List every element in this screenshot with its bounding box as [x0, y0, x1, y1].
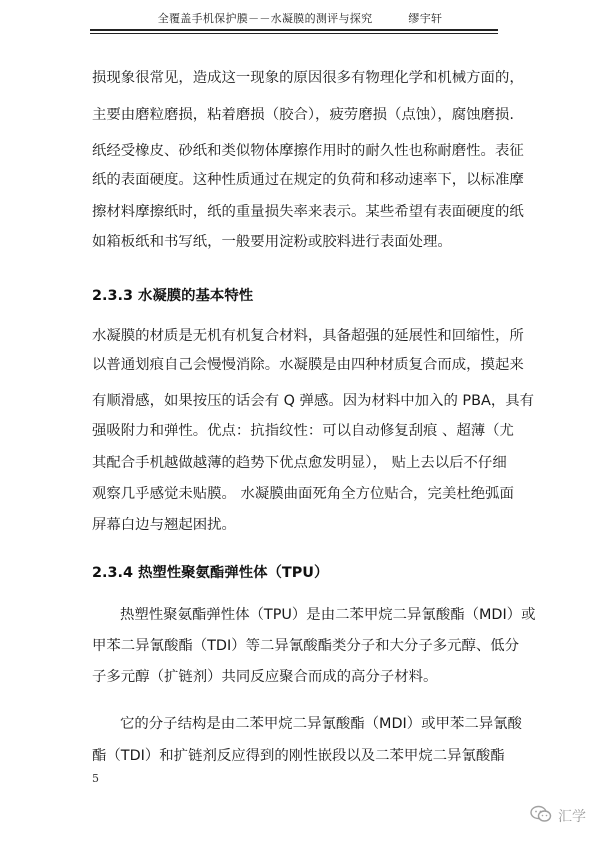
watermark-text: 汇学 [558, 809, 586, 825]
wechat-icon [530, 805, 552, 827]
paragraph-1-line: 纸的表面硬度。这种性质通过在规定的负荷和移动速率下，以标准摩 [92, 172, 524, 188]
header-title: 全覆盖手机保护膜－－水凝膜的测评与探究 [157, 12, 373, 25]
paragraph-3-line: 热塑性聚氨酯弹性体（TPU）是由二苯甲烷二异氰酸酯（MDI）或 [120, 607, 536, 623]
paragraph-4-line: 酯（TDI）和扩链剂反应得到的刚性嵌段以及二苯甲烷二异氰酸酯 [92, 748, 505, 764]
paragraph-1-line: 擦材料摩擦纸时，纸的重量损失率来表示。某些希望有表面硬度的纸 [92, 204, 524, 220]
section-heading-2-3-3: 2.3.3 水凝膜的基本特性 [92, 288, 254, 304]
header-rule-thick [90, 29, 498, 31]
paragraph-3-line: 甲苯二异氰酸酯（TDI）等二异氰酸酯类分子和大分子多元醇、低分 [92, 638, 520, 654]
watermark [530, 805, 586, 827]
paragraph-4-line: 它的分子结构是由二苯甲烷二异氰酸酯（MDI）或甲苯二异氰酸 [120, 716, 522, 732]
paragraph-2-line: 水凝膜的材质是无机有机复合材料，具备超强的延展性和回缩性，所 [92, 328, 524, 344]
paragraph-2-line: 观察几乎感觉未贴膜。 水凝膜曲面死角全方位贴合，完美杜绝弧面 [92, 486, 514, 502]
paragraph-2-line: 其配合手机越做越薄的趋势下优点愈发明显）， 贴上去以后不仔细 [92, 455, 507, 471]
running-header [0, 10, 600, 26]
header-author: 缪宇轩 [408, 12, 443, 25]
section-heading-2-3-4: 2.3.4 热塑性聚氨酯弹性体（TPU） [92, 565, 329, 581]
paragraph-1-line: 损现象很常见，造成这一现象的原因很多有物理化学和机械方面的， [92, 70, 524, 86]
paragraph-2-line: 有顺滑感，如果按压的话会有 Q 弹感。因为材料中加入的 PBA，具有 [92, 393, 534, 409]
paragraph-1-line: 如箱板纸和书写纸，一般要用淀粉或胶料进行表面处理。 [92, 234, 452, 250]
paragraph-2-line: 屏幕白边与翘起困扰。 [92, 517, 236, 533]
paragraph-2-line: 强吸附力和弹性。优点：抗指纹性：可以自动修复刮痕 、超薄（尤 [92, 423, 514, 439]
header-rule-thin [90, 33, 498, 34]
paragraph-2-line: 以普通划痕自己会慢慢消除。水凝膜是由四种材质复合而成，摸起来 [92, 357, 524, 373]
paragraph-3-line: 子多元醇（扩链剂）共同反应聚合而成的高分子材料。 [92, 669, 438, 685]
paragraph-1-line: 纸经受橡皮、砂纸和类似物体摩擦作用时的耐久性也称耐磨性。表征 [92, 143, 524, 159]
paragraph-1-line: 主要由磨粒磨损，粘着磨损（胶合），疲劳磨损（点蚀），腐蚀磨损. [92, 107, 514, 123]
page-number: 5 [92, 772, 99, 785]
